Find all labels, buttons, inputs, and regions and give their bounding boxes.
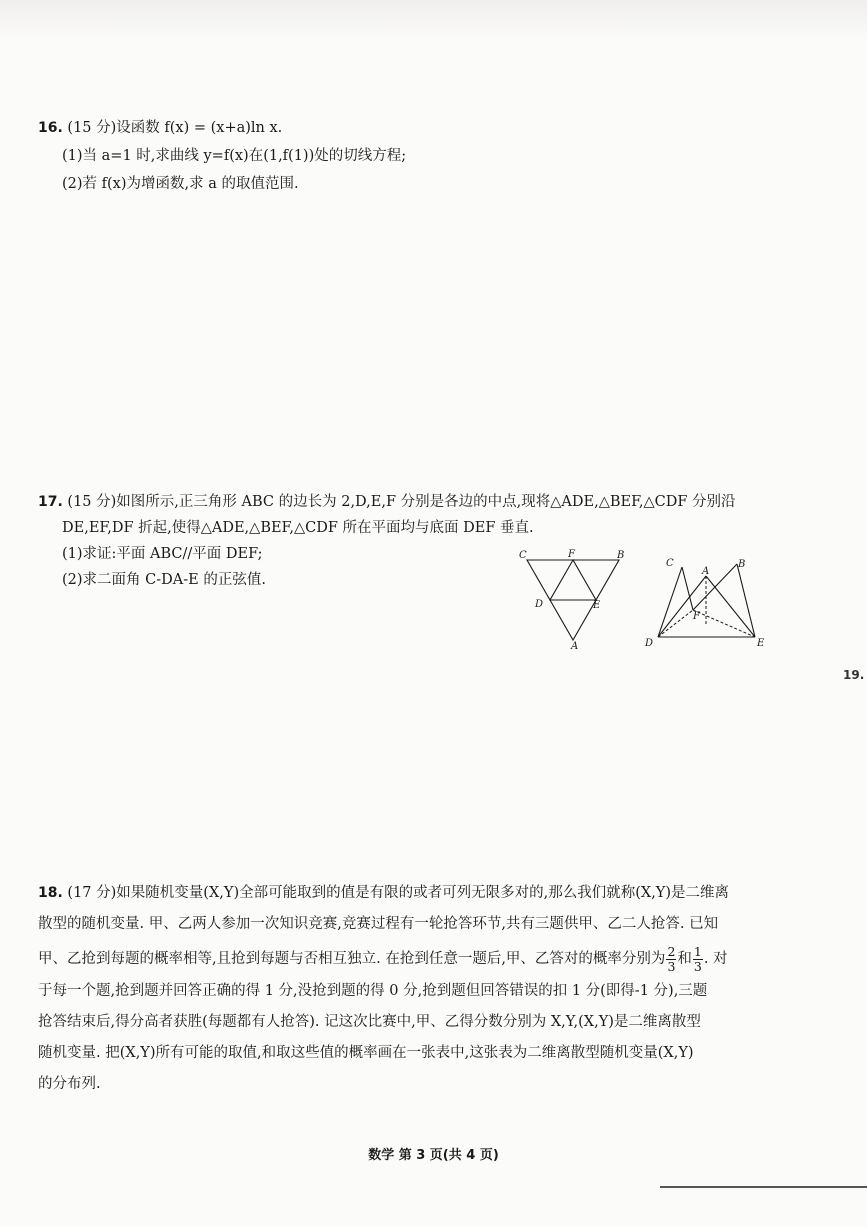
edge-problem-number: 19. (843, 668, 865, 682)
fraction-1-denominator: 3 (667, 958, 676, 974)
label-d-folded: D (645, 638, 654, 649)
problem-16-number: 16. (38, 120, 63, 136)
triangle-def (550, 560, 596, 600)
label-f: F (568, 549, 575, 560)
problem-18-number: 18. (38, 885, 63, 901)
bottom-rule (660, 1186, 867, 1188)
problem-17-stem-text-1: (15 分)如图所示,正三角形 ABC 的边长为 2,D,E,F 分别是各边的中点,现将△ADE,△BEF,△CDF 分别沿 (67, 494, 736, 510)
label-f-folded: F (693, 611, 700, 622)
problem-18-line-6: 随机变量. 把(X,Y)所有可能的取值,和取这些值的概率画在一张表中,这张表为二维离散型随机变量(X,Y) (38, 1045, 694, 1061)
problem-18-line-3-after: . 对 (703, 951, 728, 967)
fraction-two-thirds (666, 945, 676, 974)
problem-18 (38, 879, 778, 1101)
problem-16-stem-text: (15 分)设函数 f(x) = (x+a)ln x. (67, 120, 283, 136)
edge-da (658, 576, 706, 637)
edge-dc (658, 567, 682, 637)
page-footer: 数学 第 3 页(共 4 页) (368, 1148, 499, 1163)
problem-18-line-3-mid: 和 (677, 951, 692, 967)
problem-16-part-1: (1)当 a=1 时,求曲线 y=f(x)在(1,f(1))处的切线方程; (62, 148, 407, 164)
fraction-2-numerator: 1 (693, 943, 702, 959)
edge-fe-hidden (693, 610, 755, 637)
figure-folded-solid (640, 552, 770, 652)
label-e-folded: E (757, 638, 765, 649)
label-a-folded: A (702, 566, 710, 577)
fraction-one-third (693, 945, 703, 974)
problem-18-line-4: 于每一个题,抢到题并回答正确的得 1 分,没抢到题的得 0 分,抢到题但回答错误的扣 1 分(即得-1 分),三题 (38, 983, 708, 999)
label-b-folded: B (738, 559, 746, 570)
problem-17-number: 17. (38, 494, 63, 510)
label-e: E (593, 600, 601, 611)
label-c-folded: C (666, 558, 674, 569)
problem-16-part-2: (2)若 f(x)为增函数,求 a 的取值范围. (62, 176, 299, 192)
label-a: A (571, 641, 579, 652)
problem-18-line-1-text: (17 分)如果随机变量(X,Y)全部可能取到的值是有限的或者可列无限多对的,那么我们就称(X,Y)是二维离 (67, 885, 730, 901)
fraction-2-denominator: 3 (693, 958, 702, 974)
problem-16-stem (38, 114, 838, 142)
label-b: B (617, 550, 625, 561)
label-c: C (519, 550, 527, 561)
problem-17-stem-line-1 (38, 489, 798, 515)
edge-bf (693, 564, 737, 610)
problem-18-line-3-before: 甲、乙抢到每题的概率相等,且抢到每题与否相互独立. 在抢到任意一题后,甲、乙答对的概率分别为 (38, 951, 666, 967)
problem-18-line-5: 抢答结束后,得分高者获胜(每题都有人抢答). 记这次比赛中,甲、乙得分数分别为 X,Y,(X,Y)是二维离散型 (38, 1014, 701, 1030)
problem-18-line-3 (38, 941, 778, 977)
problem-18-line-2: 散型的随机变量. 甲、乙两人参加一次知识竞赛,竞赛过程有一轮抢答环节,共有三题供甲、乙二人抢答. 已知 (38, 916, 719, 932)
problem-18-line-1 (38, 879, 778, 910)
fraction-1-numerator: 2 (667, 943, 676, 959)
problem-17-stem-line-2: DE,EF,DF 折起,使得△ADE,△BEF,△CDF 所在平面均与底面 DEF 垂直. (62, 520, 534, 536)
problem-17-part-1: (1)求证:平面 ABC//平面 DEF; (62, 546, 263, 562)
figure-flat-triangle (515, 545, 635, 653)
problem-17-part-2: (2)求二面角 C-DA-E 的正弦值. (62, 572, 266, 588)
problem-18-line-7: 的分布列. (38, 1076, 101, 1092)
label-d: D (535, 599, 544, 610)
problem-16 (38, 114, 838, 198)
page-shade (0, 0, 867, 40)
